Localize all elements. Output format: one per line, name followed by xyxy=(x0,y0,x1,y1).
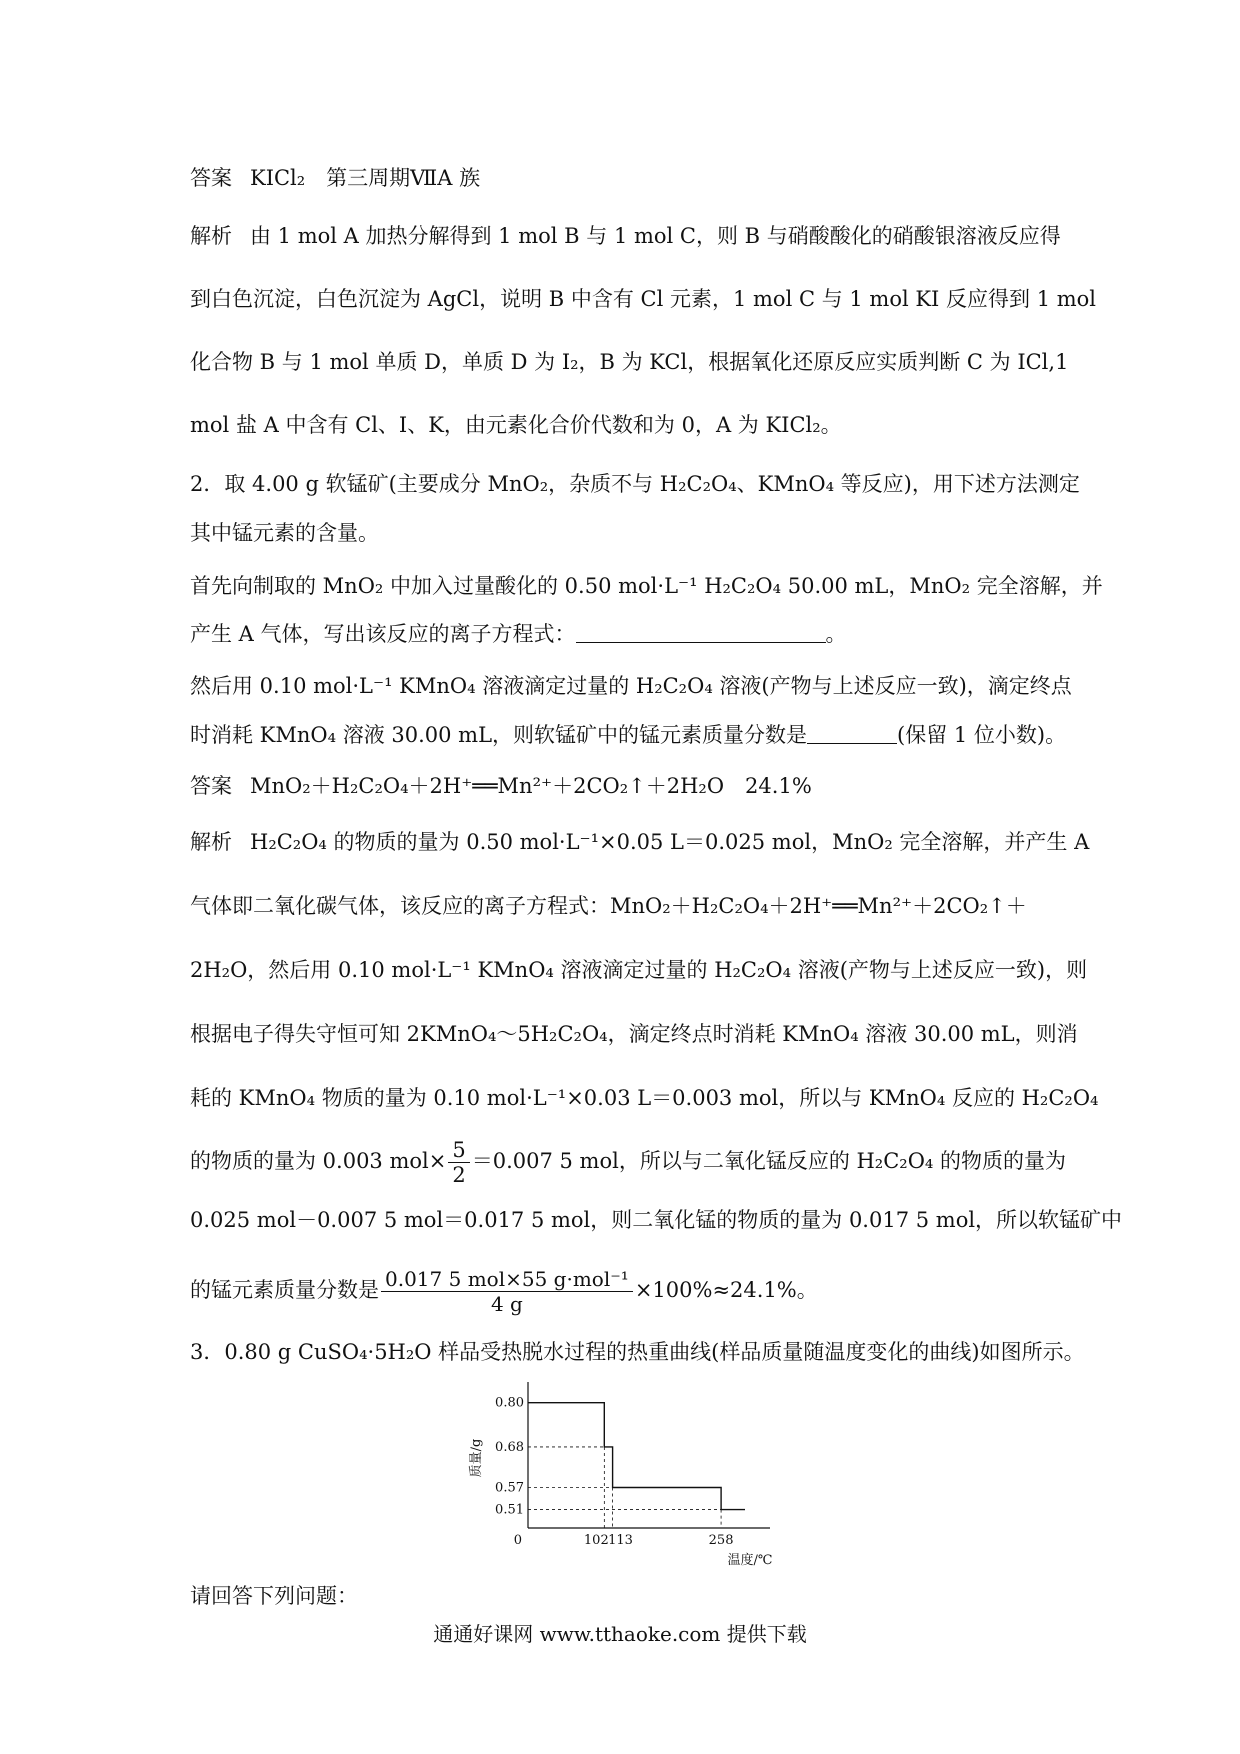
y-axis-label: 质量/g xyxy=(469,1438,484,1478)
q2-stem-line-4-end: 。 xyxy=(825,622,847,646)
q1-analysis-line-1 xyxy=(190,222,1060,250)
chart-axes xyxy=(528,1382,770,1528)
x-axis-label: 温度/℃ xyxy=(727,1553,773,1568)
fraction-denominator: 2 xyxy=(452,1163,466,1187)
q3-stem: 3．0.80 g CuSO₄·5H₂O 样品受热脱水过程的热重曲线(样品质量随温度变化的曲线)如图所示。 xyxy=(190,1340,1085,1364)
q2-analysis-line-8-end: ×100%≈24.1%。 xyxy=(634,1278,818,1302)
y-tick-label: 0.68 xyxy=(495,1439,524,1455)
origin-label: 0 xyxy=(513,1533,522,1548)
answer-blank-2[interactable] xyxy=(807,723,897,744)
thermogravimetric-chart xyxy=(460,1378,790,1568)
fraction-mass-percent xyxy=(381,1267,633,1316)
q2-analysis-line-2: 气体即二氧化碳气体，该反应的离子方程式：MnO₂＋H₂C₂O₄＋2H⁺══Mn²⁺＋2CO₂↑＋ xyxy=(190,894,1027,918)
answer-label: 答案 xyxy=(190,774,232,798)
y-tick-label: 0.57 xyxy=(495,1480,524,1496)
q2-analysis-line-5: 耗的 KMnO₄ 物质的量为 0.10 mol·L⁻¹×0.03 L＝0.003 mol，所以与 KMnO₄ 反应的 H₂C₂O₄ xyxy=(190,1086,1099,1110)
q2-analysis-line-6-text: 的物质的量为 0.003 mol× xyxy=(190,1149,447,1173)
q1-analysis-text-1: 由 1 mol A 加热分解得到 1 mol B 与 1 mol C，则 B 与硝酸酸化的硝酸银溶液反应得 xyxy=(250,224,1061,248)
q2-stem-line-1: 2．取 4.00 g 软锰矿(主要成分 MnO₂，杂质不与 H₂C₂O₄、KMnO₄ 等反应)，用下述方法测定 xyxy=(190,472,1080,496)
fraction-denominator: 4 g xyxy=(490,1292,523,1316)
q2-analysis-text-1: H₂C₂O₄ 的物质的量为 0.50 mol·L⁻¹×0.05 L＝0.025 mol，MnO₂ 完全溶解，并产生 A xyxy=(250,830,1090,854)
analysis-label: 解析 xyxy=(190,224,232,248)
q2-analysis-line-6-end: ＝0.007 5 mol，所以与二氧化锰反应的 H₂C₂O₄ 的物质的量为 xyxy=(471,1149,1067,1173)
x-tick-label: 113 xyxy=(608,1533,633,1548)
q1-answer-line xyxy=(190,164,1060,192)
q2-analysis-line-6 xyxy=(190,1136,1067,1187)
q2-analysis-line-1 xyxy=(190,828,1090,856)
q2-answer-line xyxy=(190,772,1060,800)
q2-stem-line-4 xyxy=(190,620,1060,648)
q2-stem-line-5: 然后用 0.10 mol·L⁻¹ KMnO₄ 溶液滴定过量的 H₂C₂O₄ 溶液(产物与上述反应一致)，滴定终点 xyxy=(190,674,1072,698)
x-tick-label: 102 xyxy=(583,1533,609,1548)
footer-watermark: 通通好课网 www.tthaoke.com 提供下载 xyxy=(433,1622,807,1646)
x-tick-label: 258 xyxy=(708,1533,734,1548)
q2-analysis-line-3: 2H₂O，然后用 0.10 mol·L⁻¹ KMnO₄ 溶液滴定过量的 H₂C₂O₄ 溶液(产物与上述反应一致)，则 xyxy=(190,958,1088,982)
q2-stem-line-2: 其中锰元素的含量。 xyxy=(190,521,379,545)
answer-blank-1[interactable] xyxy=(576,622,826,643)
q2-stem-line-3: 首先向制取的 MnO₂ 中加入过量酸化的 0.50 mol·L⁻¹ H₂C₂O₄ 50.00 mL，MnO₂ 完全溶解，并 xyxy=(190,574,1103,598)
q2-analysis-line-8 xyxy=(190,1262,1060,1318)
fraction-numerator: 5 xyxy=(448,1138,469,1163)
y-tick-label: 0.51 xyxy=(495,1502,524,1518)
q2-analysis-line-7: 0.025 mol－0.007 5 mol＝0.017 5 mol，则二氧化锰的物质的量为 0.017 5 mol，所以软锰矿中 xyxy=(190,1208,1123,1232)
y-tick-label: 0.80 xyxy=(495,1395,524,1411)
q1-analysis-line-2: 到白色沉淀，白色沉淀为 AgCl，说明 B 中含有 Cl 元素，1 mol C 与 1 mol KI 反应得到 1 mol xyxy=(190,287,1097,311)
q2-analysis-line-8-text: 的锰元素质量分数是 xyxy=(190,1278,379,1302)
fraction-5-over-2 xyxy=(448,1138,469,1187)
q3-prompt: 请回答下列问题： xyxy=(190,1584,358,1608)
q2-answer: MnO₂＋H₂C₂O₄＋2H⁺══Mn²⁺＋2CO₂↑＋2H₂O 24.1% xyxy=(250,774,812,798)
analysis-label: 解析 xyxy=(190,830,232,854)
q2-analysis-line-4: 根据电子得失守恒可知 2KMnO₄～5H₂C₂O₄，滴定终点时消耗 KMnO₄ 溶液 30.00 mL，则消 xyxy=(190,1022,1078,1046)
chart-curve xyxy=(528,1403,745,1510)
fraction-numerator: 0.017 5 mol×55 g·mol⁻¹ xyxy=(381,1267,633,1292)
q1-answer: KICl₂ 第三周期ⅦA 族 xyxy=(250,166,481,190)
q2-stem-line-6-text: 时消耗 KMnO₄ 溶液 30.00 mL，则软锰矿中的锰元素质量分数是 xyxy=(190,723,808,747)
q2-stem-line-6-end: (保留 1 位小数)。 xyxy=(897,723,1067,747)
q1-analysis-line-4: mol 盐 A 中含有 Cl、I、K，由元素化合价代数和为 0，A 为 KICl₂。 xyxy=(190,413,842,437)
answer-label: 答案 xyxy=(190,166,232,190)
chart-labels xyxy=(469,1396,772,1568)
series-line xyxy=(528,1403,745,1510)
q1-analysis-line-3: 化合物 B 与 1 mol 单质 D，单质 D 为 I₂，B 为 KCl，根据氧化还原反应实质判断 C 为 ICl,1 xyxy=(190,350,1069,374)
q2-stem-line-4-text: 产生 A 气体，写出该反应的离子方程式： xyxy=(190,622,576,646)
q2-stem-line-6 xyxy=(190,721,1067,749)
